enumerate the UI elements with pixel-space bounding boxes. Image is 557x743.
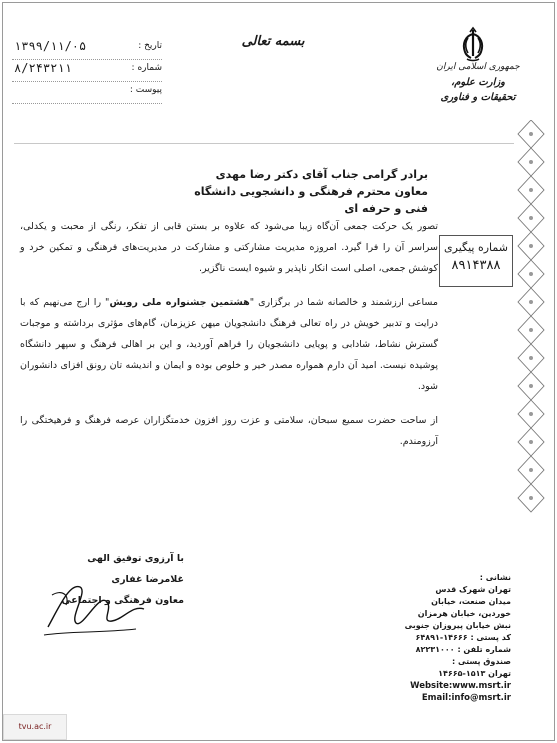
number-label: شماره :	[131, 63, 162, 73]
body-paragraph-2-end: " را ارج می‌نهیم که با درایت و تدبیر خویش در راه تعالی فرهنگ دانشجویان میهن عزیزمان، گام‌های مؤثری برداشته و موجبات گسترش نشاط، شادابی و پویایی دانشجویان را فراهم آوردید، و این بر اهالی فرهنگ و سپهر دانشگاه پوشیده نیست. امید آن دارم همواره مصدر خیر و خلوص بوده و ایمان و اندیشه تان رونق افزای دانشوران شود.	[20, 297, 438, 392]
po-box-label: صندوق پستی :	[451, 657, 511, 666]
body-paragraph-1: تصور یک حرکت جمعی آن‌گاه زیبا می‌شود که علاوه بر بستن قابی از تفکر، رنگی از محبت و یکدلی، سراسر آن را فرا گیرد. امروزه مدیریت مشارکتی و مشارکت در مدیریت‌های فرهنگی و تمکین خرد و کوشش جمعی، اصلی است انکار ناپذیر و شیوه ایست ناگزیر.	[20, 221, 438, 274]
tracking-label: شماره پیگیری	[444, 241, 508, 254]
attachment-label: پیوست :	[129, 85, 162, 95]
ministry-name	[432, 60, 524, 105]
body-paragraph-2-start: مساعی ارزشمند و خالصانه شما در برگزاری "	[249, 297, 438, 308]
website-link[interactable]: Website:www.msrt.ir	[410, 681, 511, 691]
date-label: تاریخ :	[138, 41, 162, 51]
attachment-row	[12, 82, 162, 104]
corner-logo: tvu.ac.ir	[3, 714, 67, 740]
handwritten-signature-icon	[40, 565, 150, 645]
body-paragraph-2	[20, 292, 438, 397]
email-link[interactable]: Email:info@msrt.ir	[421, 693, 511, 703]
ministry-line-1: جمهوری اسلامی ایران	[436, 62, 520, 72]
address-line-1: تهران شهرک قدس	[435, 585, 511, 594]
festival-name: هشتمین جشنواره ملی رویش	[109, 297, 250, 308]
po-box-value: تهران ۱۵۱۳-۱۴۶۶۵	[438, 669, 511, 678]
address-line-3: خوردین، خیابان هرمزان	[417, 609, 511, 618]
signer-title: معاون فرهنگی و اجتماعی	[61, 595, 184, 606]
letter-body	[20, 216, 438, 465]
signature-greeting: با آرزوی توفیق الهی	[87, 553, 184, 564]
number-row	[12, 60, 162, 82]
date-value: ۱۳۹۹/۱۱/۰۵	[14, 39, 87, 53]
letter-metadata	[12, 38, 162, 104]
side-ornament-icon	[516, 120, 546, 515]
recipient-line-1: برادر گرامی جناب آقای دکتر رضا مهدی	[215, 168, 428, 181]
address-line-2: میدان صنعت، خیابان	[431, 597, 511, 606]
signer-name: غلامرضا غفاری	[111, 574, 184, 585]
recipient-line-2: معاون محترم فرهنگی و دانشجویی دانشگاه فنی و حرفه ای	[194, 185, 428, 215]
tracking-number: ۸۹۱۴۳۸۸	[451, 258, 501, 273]
date-row	[12, 38, 162, 60]
phone-number: شماره تلفن : ۸۲۲۳۱۰۰۰	[415, 645, 511, 654]
header-divider	[14, 143, 514, 144]
number-value: ۸/۲۴۳۲۱۱	[14, 61, 72, 75]
ministry-line-2: وزارت علوم، تحقیقات و فناوری	[440, 77, 516, 103]
recipient-block	[180, 166, 428, 217]
postal-code: کد پستی : ۱۴۶۶۶-۶۴۸۹۱	[415, 633, 511, 642]
basmala-heading: بسمه تعالی	[241, 34, 305, 49]
address-title: نشانی :	[479, 573, 511, 582]
ministry-address	[375, 572, 511, 704]
address-line-4: نبش خیابان پیروزان جنوبی	[404, 621, 511, 630]
tracking-number-box	[439, 235, 513, 287]
body-paragraph-3: از ساحت حضرت سمیع سبحان، سلامتی و عزت روز افزون خدمتگزاران عرصه فرهنگ و فرهیختگی را آرزومندم.	[20, 415, 438, 447]
